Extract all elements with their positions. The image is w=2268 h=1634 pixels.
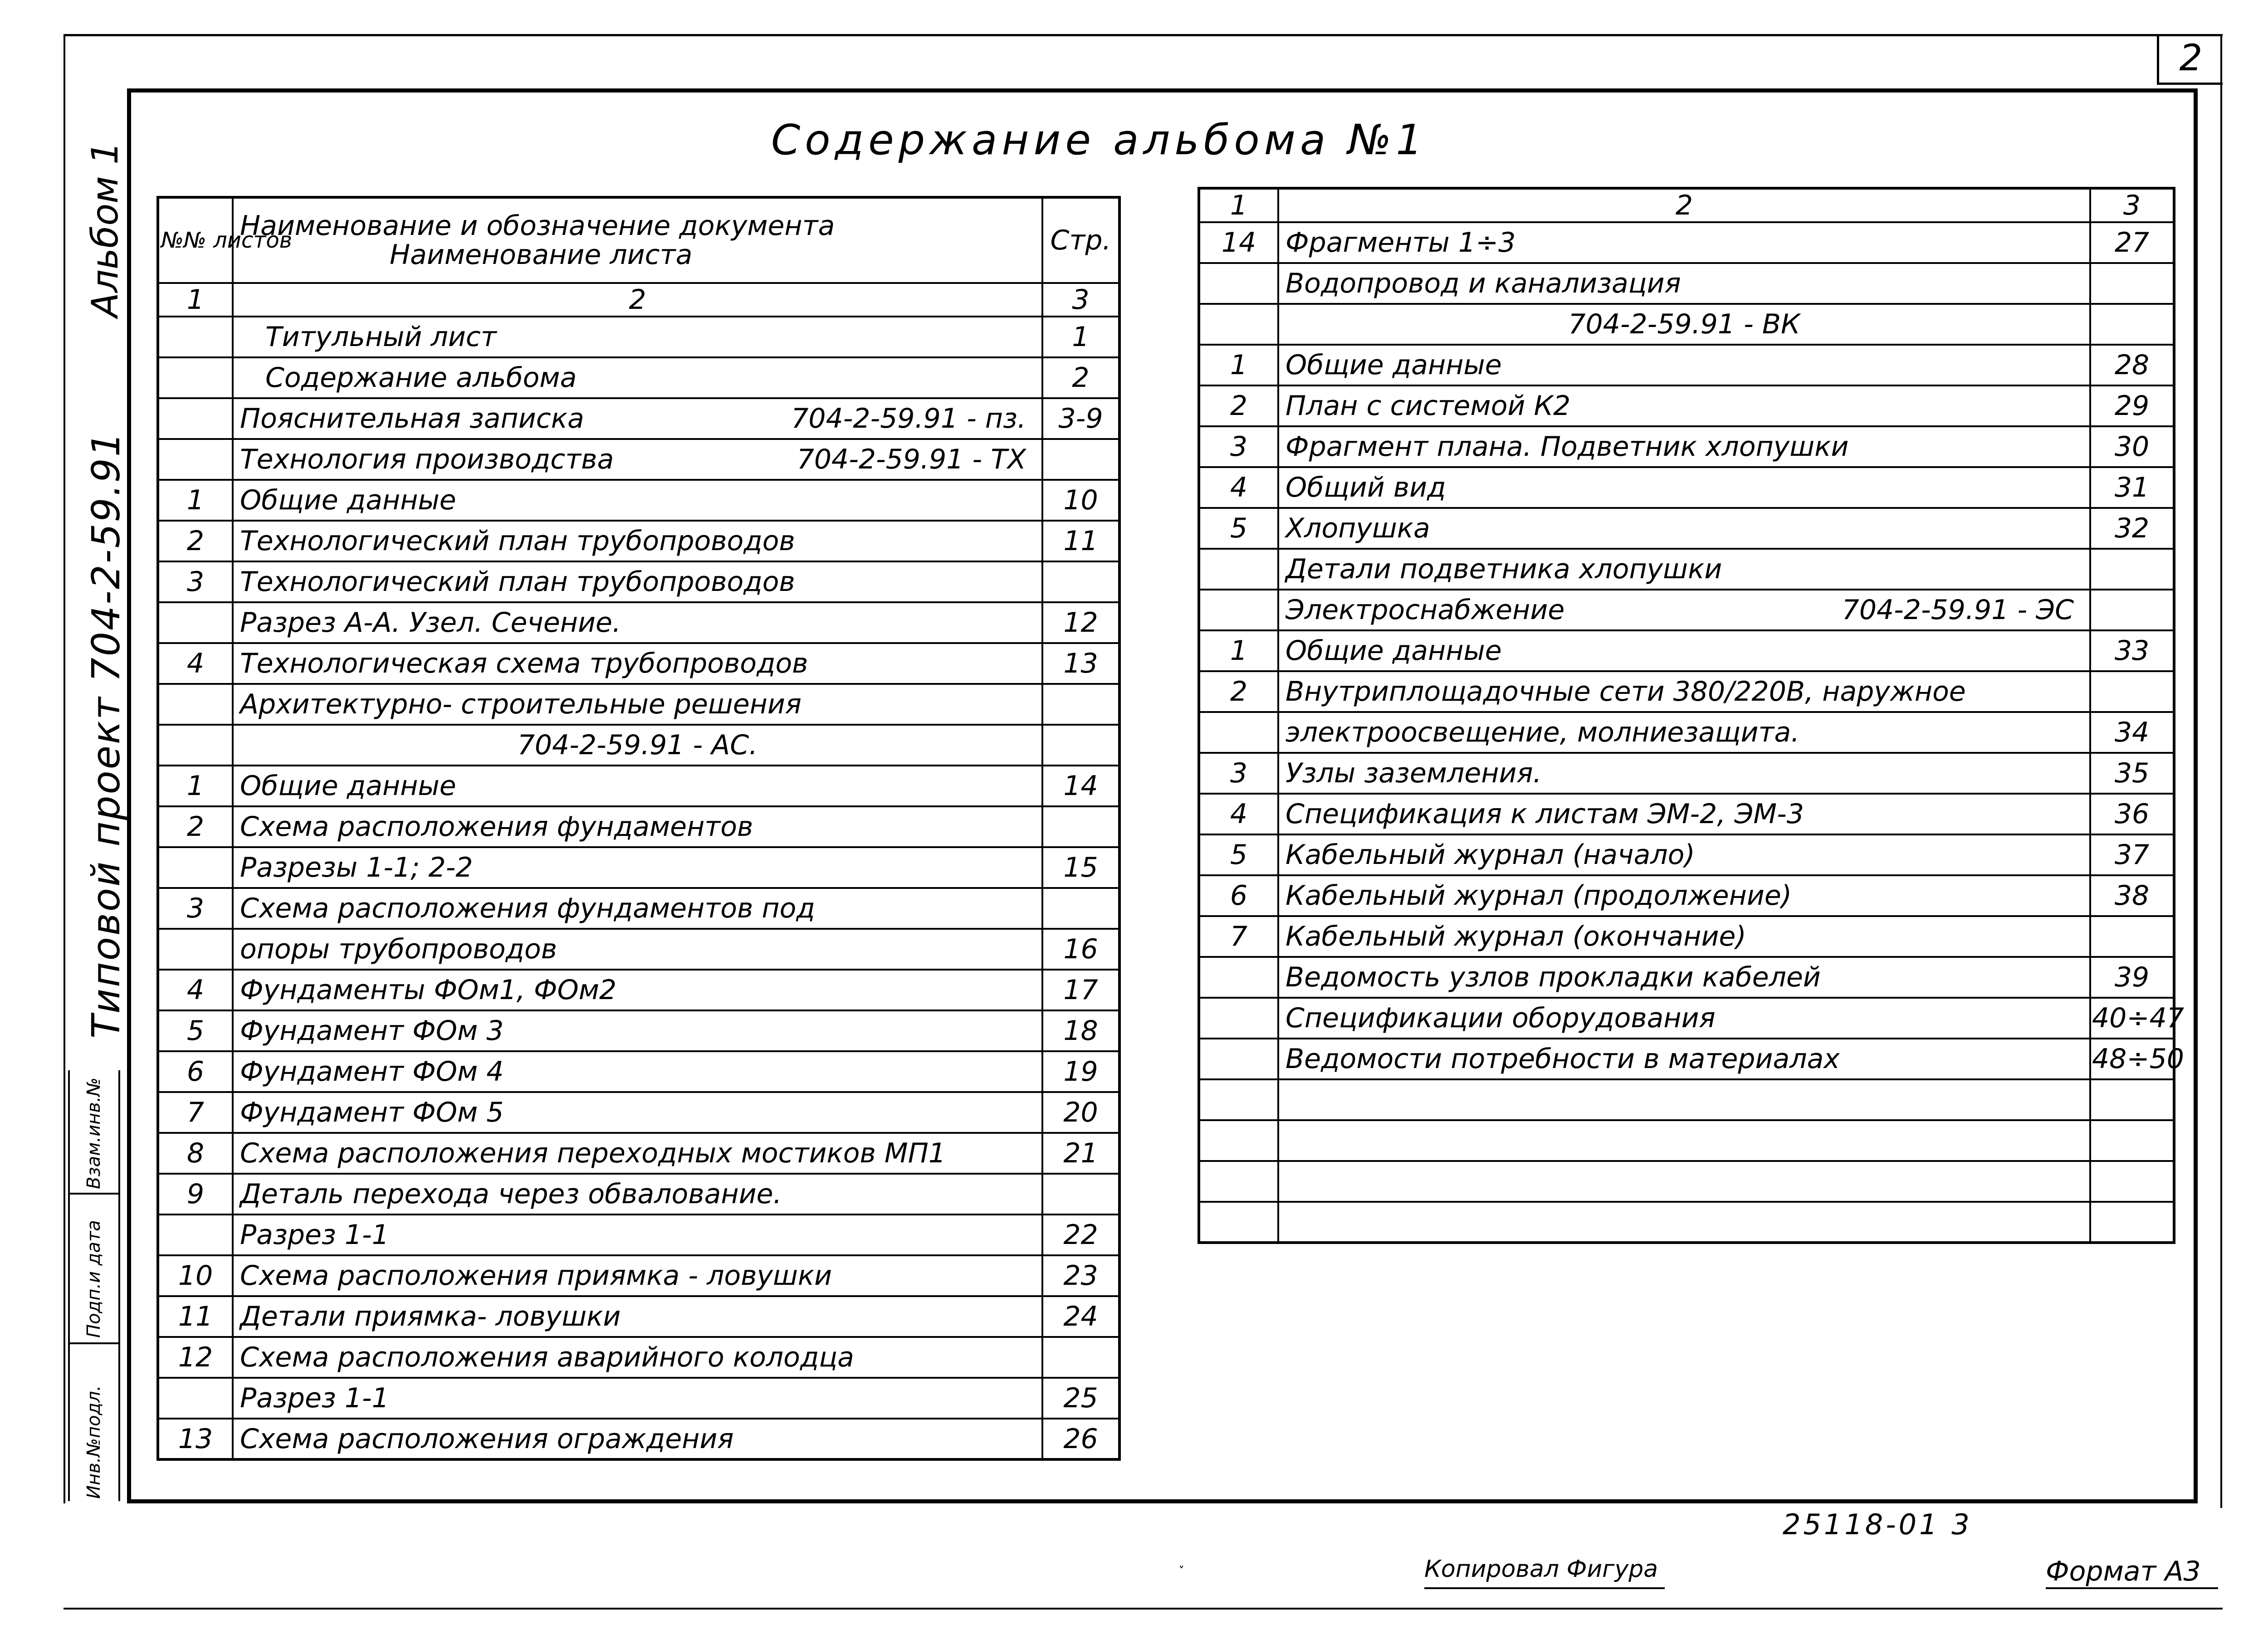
table-row	[158, 398, 1119, 439]
sheet-name: Схема расположения переходных мостиков МП1	[240, 1137, 946, 1169]
sheet-num-cell: 3	[158, 561, 233, 602]
sheet-num-cell	[1199, 1120, 1278, 1161]
sheet-num-cell: 2	[158, 521, 233, 561]
format-underline	[2046, 1587, 2218, 1589]
table-row	[158, 725, 1119, 766]
sheet-name: План с системой К2	[1286, 390, 1571, 422]
sheet-name-cell	[233, 1296, 1042, 1337]
sheet-name-cell	[233, 1051, 1042, 1092]
sheet-num-cell	[158, 317, 233, 357]
page-cell: 27	[2090, 222, 2174, 263]
sheet-name: Пояснительная записка	[240, 403, 584, 434]
colnum: 2	[1278, 188, 2090, 222]
page-cell	[1042, 684, 1119, 725]
table-row	[158, 1337, 1119, 1378]
page-cell	[1042, 439, 1119, 480]
page-cell: 19	[1042, 1051, 1119, 1092]
table-row	[1199, 590, 2174, 630]
sheet-name: Общие данные	[1286, 635, 1502, 667]
sheet-name-cell	[1278, 590, 2090, 630]
stray-mark: ˯	[1179, 1549, 1186, 1570]
sheet-name: Ведомость узлов прокладки кабелей	[1286, 961, 1821, 993]
sheet-num-cell: 5	[158, 1010, 233, 1051]
sheet-name-cell	[1278, 998, 2090, 1039]
sheet-num-cell: 1	[158, 766, 233, 806]
sheet-num-cell: 14	[1199, 222, 1278, 263]
sheet-name-cell	[1278, 263, 2090, 304]
sheet-num-cell	[158, 398, 233, 439]
page-cell: 1	[1042, 317, 1119, 357]
sheet-name-cell	[1278, 794, 2090, 834]
table-row	[158, 1133, 1119, 1174]
sheet-num-cell: 1	[158, 480, 233, 521]
sheet-num-cell	[158, 847, 233, 888]
top-border-line	[64, 34, 2223, 36]
colnum: 2	[233, 283, 1042, 317]
sheet-name-cell	[233, 1255, 1042, 1296]
sheet-name: Фундаменты ФОм1, ФОм2	[240, 974, 617, 1006]
sheet-name: Разрезы 1-1; 2-2	[240, 852, 473, 883]
sheet-name: электроосвещение, молниезащита.	[1286, 717, 1800, 748]
sheet-num-cell: 6	[158, 1051, 233, 1092]
table-row	[158, 847, 1119, 888]
copied-by: Копировал Фигура	[1424, 1556, 1658, 1583]
table-row	[158, 521, 1119, 561]
sheet-num-cell: 7	[1199, 916, 1278, 957]
copied-underline	[1424, 1587, 1665, 1589]
header-name: Наименование и обозначение документа Наименование листа	[233, 197, 1042, 283]
page-cell	[2090, 549, 2174, 590]
sheet-num-cell	[158, 725, 233, 766]
sheet-name-cell	[1278, 467, 2090, 508]
colnum: 3	[1042, 283, 1119, 317]
sheet-num-cell	[1199, 263, 1278, 304]
sheet-name-cell	[233, 561, 1042, 602]
sheet-name: Разрез 1-1	[240, 1219, 389, 1251]
page-cell: 22	[1042, 1215, 1119, 1255]
page-cell	[1042, 806, 1119, 847]
sheet-name-cell	[233, 888, 1042, 929]
sheet-name-cell	[1278, 916, 2090, 957]
sheet-name-cell	[1278, 549, 2090, 590]
page-cell: 32	[2090, 508, 2174, 549]
sheet-name-cell	[1278, 1202, 2090, 1243]
table-row	[1199, 304, 2174, 345]
sheet-num-cell	[158, 439, 233, 480]
table-row	[1199, 345, 2174, 385]
document-number: 25118-01 3	[1783, 1508, 1972, 1541]
document-code: 704-2-59.91 - ЭС	[1842, 594, 2074, 626]
sheet-name: Общие данные	[240, 484, 456, 516]
project-label: Типовой проект 704-2-59.91	[84, 431, 129, 1039]
page-cell: 23	[1042, 1255, 1119, 1296]
page-cell	[1042, 561, 1119, 602]
sheet-num-cell	[1199, 590, 1278, 630]
sheet-num-cell: 4	[158, 643, 233, 684]
stamp-column	[68, 1070, 120, 1501]
stamp-divider	[70, 1342, 120, 1344]
sheet-name-cell	[233, 1092, 1042, 1133]
page-cell: 11	[1042, 521, 1119, 561]
page-cell: 15	[1042, 847, 1119, 888]
sheet-name-cell	[1278, 1161, 2090, 1202]
sheet-num-cell	[1199, 957, 1278, 998]
sheet-num-cell: 2	[1199, 671, 1278, 712]
sheet-name-cell	[233, 602, 1042, 643]
sheet-num-cell: 4	[1199, 467, 1278, 508]
page-cell: 48÷50	[2090, 1039, 2174, 1079]
table-row	[1199, 671, 2174, 712]
sheet-num-cell	[158, 1215, 233, 1255]
sheet-num-cell: 13	[158, 1419, 233, 1459]
sheet-name-cell	[233, 806, 1042, 847]
sheet-name: Фрагменты 1÷3	[1286, 227, 1516, 259]
sheet-num-cell: 2	[1199, 385, 1278, 426]
sheet-name: Разрез 1-1	[240, 1382, 389, 1414]
sheet-name: Общий вид	[1286, 472, 1446, 503]
column-number-row	[158, 283, 1119, 317]
colnum: 1	[158, 283, 233, 317]
sheet-name-cell	[1278, 385, 2090, 426]
sheet-num-cell	[1199, 998, 1278, 1039]
sheet-num-cell	[158, 602, 233, 643]
sheet-name-cell	[233, 929, 1042, 970]
sheet-name-cell	[233, 480, 1042, 521]
column-number-row	[1199, 188, 2174, 222]
page-cell: 38	[2090, 875, 2174, 916]
sheet-num-cell	[1199, 1079, 1278, 1120]
colnum: 1	[1199, 188, 1278, 222]
page-cell: 24	[1042, 1296, 1119, 1337]
sheet-name: Узлы заземления.	[1286, 757, 1542, 789]
table-row	[1199, 385, 2174, 426]
sheet-name-cell	[233, 725, 1042, 766]
page-cell: 18	[1042, 1010, 1119, 1051]
table-row	[158, 561, 1119, 602]
contents-table-right	[1198, 187, 2184, 1244]
page-cell: 30	[2090, 426, 2174, 467]
sheet-name: Схема расположения аварийного колодца	[240, 1341, 854, 1373]
page-cell: 39	[2090, 957, 2174, 998]
sheet-name: опоры трубопроводов	[240, 933, 557, 965]
sheet-num-cell: 12	[158, 1337, 233, 1378]
sheet-name: Архитектурно- строительные решения	[240, 688, 802, 720]
table-row	[1199, 549, 2174, 590]
sheet-name: Содержание альбома	[265, 362, 577, 394]
sheet-num-cell: 8	[158, 1133, 233, 1174]
sheet-name-cell	[1278, 345, 2090, 385]
sheet-name-cell	[233, 1133, 1042, 1174]
table-row	[1199, 916, 2174, 957]
page-cell	[2090, 1202, 2174, 1243]
sheet-name-cell	[1278, 875, 2090, 916]
page-cell: 35	[2090, 753, 2174, 794]
sheet-name-cell	[1278, 222, 2090, 263]
page-cell	[1042, 725, 1119, 766]
page-cell	[2090, 1079, 2174, 1120]
table-row	[158, 1255, 1119, 1296]
table-row	[1199, 957, 2174, 998]
sheet-num-cell	[1199, 549, 1278, 590]
sheet-num-cell	[158, 1378, 233, 1419]
sheet-num-cell	[1199, 1039, 1278, 1079]
sheet-name-cell	[233, 643, 1042, 684]
sheet-name-cell	[233, 1010, 1042, 1051]
sheet-num-cell: 1	[1199, 630, 1278, 671]
sheet-name-cell	[233, 1378, 1042, 1419]
sheet-name-cell	[1278, 1039, 2090, 1079]
sheet-name: Кабельный журнал (окончание)	[1286, 921, 1746, 952]
bottom-border-line	[64, 1608, 2223, 1610]
sheet-name-cell	[233, 357, 1042, 398]
table-row	[158, 1378, 1119, 1419]
sheet-name-cell	[1278, 1120, 2090, 1161]
stamp-label-replace: Взам.инв.№	[83, 1077, 104, 1189]
sheet-name: Схема расположения фундаментов	[240, 811, 753, 843]
sheet-number: 2	[2157, 34, 2223, 85]
page-cell: 17	[1042, 970, 1119, 1010]
table-row	[158, 643, 1119, 684]
sheet-name: Фундамент ФОм 5	[240, 1097, 504, 1128]
page-cell: 34	[2090, 712, 2174, 753]
sheet-name-cell	[233, 847, 1042, 888]
sheet-num-cell	[1199, 1202, 1278, 1243]
sheet-name-cell	[233, 521, 1042, 561]
document-code: 704-2-59.91 - ТХ	[797, 444, 1026, 475]
document-code: 704-2-59.91 - пз.	[791, 403, 1026, 434]
sheet-name-cell	[1278, 671, 2090, 712]
page-cell: 16	[1042, 929, 1119, 970]
table-row	[1199, 222, 2174, 263]
table-row	[158, 888, 1119, 929]
table-row	[158, 929, 1119, 970]
right-border-line	[2220, 34, 2222, 1508]
page-cell	[1042, 888, 1119, 929]
sheet-name-cell	[1278, 508, 2090, 549]
sheet-name-cell	[233, 1215, 1042, 1255]
sheet-name: Схема расположения ограждения	[240, 1423, 734, 1455]
table-row	[158, 806, 1119, 847]
page-cell: 28	[2090, 345, 2174, 385]
page-cell: 2	[1042, 357, 1119, 398]
sheet-name-cell	[233, 1174, 1042, 1215]
page-cell	[2090, 1120, 2174, 1161]
sheet-name-cell	[1278, 1079, 2090, 1120]
sheet-name-cell	[1278, 304, 2090, 345]
sheet-name: Технологический план трубопроводов	[240, 525, 795, 557]
sheet-num-cell: 4	[158, 970, 233, 1010]
sheet-name-cell	[1278, 426, 2090, 467]
page-cell: 40÷47	[2090, 998, 2174, 1039]
table-row	[1199, 1161, 2174, 1202]
table-row	[158, 439, 1119, 480]
table-row	[158, 970, 1119, 1010]
table-row	[1199, 794, 2174, 834]
sheet-name: Внутриплощадочные сети 380/220В, наружное	[1286, 676, 1966, 707]
page-cell: 13	[1042, 643, 1119, 684]
page-cell: 29	[2090, 385, 2174, 426]
page-cell	[2090, 590, 2174, 630]
sheet-name-cell	[233, 1419, 1042, 1459]
page-cell: 25	[1042, 1378, 1119, 1419]
page-cell	[2090, 671, 2174, 712]
sheet-num-cell	[1199, 304, 1278, 345]
page-cell	[1042, 1174, 1119, 1215]
sheet-name: Технология производства	[240, 444, 614, 475]
colnum: 3	[2090, 188, 2174, 222]
sheet-name: Фундамент ФОм 3	[240, 1015, 504, 1047]
sheet-name: Спецификация к листам ЭМ-2, ЭМ-3	[1286, 798, 1804, 830]
sheet-name: Ведомости потребности в материалах	[1286, 1043, 1840, 1075]
page-cell: 3-9	[1042, 398, 1119, 439]
table-row	[1199, 753, 2174, 794]
sheet-num-cell	[1199, 1161, 1278, 1202]
stamp-divider	[70, 1193, 120, 1195]
sheet-name: Кабельный журнал (начало)	[1286, 839, 1695, 871]
sheet-num-cell: 4	[1199, 794, 1278, 834]
sheet-name: Технологическая схема трубопроводов	[240, 648, 808, 679]
sheet-name: Фундамент ФОм 4	[240, 1056, 504, 1088]
table-row	[1199, 998, 2174, 1039]
table-row	[1199, 1120, 2174, 1161]
sheet-name-cell	[1278, 630, 2090, 671]
sheet-name: Хлопушка	[1286, 512, 1430, 544]
table-row	[1199, 834, 2174, 875]
album-label: Альбом 1	[84, 141, 126, 317]
sheet-name: Детали приямка- ловушки	[240, 1301, 621, 1332]
table-header-row	[158, 197, 1119, 283]
table-row	[1199, 875, 2174, 916]
page-cell: 31	[2090, 467, 2174, 508]
table-row	[158, 1010, 1119, 1051]
table-row	[158, 1296, 1119, 1337]
sheet-name: Водопровод и канализация	[1286, 268, 1681, 299]
sheet-num-cell	[1199, 712, 1278, 753]
sheet-name: Деталь перехода через обвалование.	[240, 1178, 782, 1210]
sheet-name: Титульный лист	[265, 321, 497, 353]
sheet-name: Общие данные	[240, 770, 456, 802]
sheet-num-cell	[158, 929, 233, 970]
page-cell: 33	[2090, 630, 2174, 671]
sheet-name: Технологический план трубопроводов	[240, 566, 795, 598]
sheet-num-cell: 1	[1199, 345, 1278, 385]
table-row	[1199, 1079, 2174, 1120]
table-row	[158, 766, 1119, 806]
sheet-num-cell	[158, 684, 233, 725]
sheet-num-cell: 5	[1199, 508, 1278, 549]
sheet-name: Детали подветника хлопушки	[1286, 553, 1722, 585]
table-row	[1199, 630, 2174, 671]
sheet-num-cell: 6	[1199, 875, 1278, 916]
sheet-name: Кабельный журнал (продолжение)	[1286, 880, 1792, 912]
sheet-num-cell: 7	[158, 1092, 233, 1133]
page-cell: 37	[2090, 834, 2174, 875]
sheet-name-cell	[233, 970, 1042, 1010]
left-margin-line	[64, 34, 65, 1503]
sheet-name: 704-2-59.91 - АС.	[517, 729, 758, 761]
table-row	[1199, 712, 2174, 753]
header-page: Стр.	[1042, 197, 1119, 283]
table-row	[1199, 467, 2174, 508]
sheet-num-cell: 5	[1199, 834, 1278, 875]
page-cell	[1042, 1337, 1119, 1378]
page-cell	[2090, 1161, 2174, 1202]
sheet-name-cell	[1278, 957, 2090, 998]
sheet-name-cell	[233, 317, 1042, 357]
format-label: Формат А3	[2046, 1556, 2201, 1587]
page-cell: 14	[1042, 766, 1119, 806]
sheet-name: Электроснабжение	[1286, 594, 1565, 626]
sheet-name-cell	[1278, 753, 2090, 794]
table-row	[158, 1092, 1119, 1133]
table-row	[1199, 426, 2174, 467]
table-row	[158, 1419, 1119, 1459]
sheet-name: Спецификации оборудования	[1286, 1002, 1716, 1034]
contents-table-left	[156, 196, 1121, 1461]
sheet-name-cell	[233, 1337, 1042, 1378]
sheet-num-cell: 3	[158, 888, 233, 929]
sheet-name-cell	[1278, 834, 2090, 875]
sheet-name: Общие данные	[1286, 349, 1502, 381]
sheet-num-cell: 2	[158, 806, 233, 847]
sheet-name: 704-2-59.91 - ВК	[1568, 308, 1800, 340]
page-cell: 12	[1042, 602, 1119, 643]
sheet-num-cell: 3	[1199, 426, 1278, 467]
page-cell: 20	[1042, 1092, 1119, 1133]
table-row	[158, 602, 1119, 643]
page-title: Содержание альбома №1	[771, 116, 1427, 164]
table-row	[1199, 263, 2174, 304]
table-row	[1199, 1039, 2174, 1079]
sheet-num-cell: 9	[158, 1174, 233, 1215]
stamp-label-inv: Инв.№подл.	[83, 1385, 104, 1499]
sheet-name-cell	[233, 398, 1042, 439]
table-row	[1199, 1202, 2174, 1243]
page-cell	[2090, 916, 2174, 957]
sheet-name-cell	[233, 684, 1042, 725]
sheet-name-cell	[1278, 712, 2090, 753]
table-row	[1199, 508, 2174, 549]
sheet-num-cell: 11	[158, 1296, 233, 1337]
page-cell: 36	[2090, 794, 2174, 834]
sheet-num-cell: 10	[158, 1255, 233, 1296]
stamp-label-sign: Подп.и дата	[83, 1220, 104, 1338]
page-cell: 21	[1042, 1133, 1119, 1174]
sheet-name-cell	[233, 439, 1042, 480]
sheet-name: Фрагмент плана. Подветник хлопушки	[1286, 431, 1849, 463]
sheet-name: Схема расположения фундаментов под	[240, 893, 815, 924]
table-row	[158, 357, 1119, 398]
table-row	[158, 480, 1119, 521]
table-row	[158, 1174, 1119, 1215]
page-cell	[2090, 263, 2174, 304]
table-row	[158, 684, 1119, 725]
sheet-name: Разрез А-А. Узел. Сечение.	[240, 607, 621, 639]
table-row	[158, 1051, 1119, 1092]
table-row	[158, 1215, 1119, 1255]
header-num: №№ листов	[158, 197, 233, 283]
table-row	[158, 317, 1119, 357]
sheet-num-cell	[158, 357, 233, 398]
page-cell: 10	[1042, 480, 1119, 521]
page-cell: 26	[1042, 1419, 1119, 1459]
sheet-num-cell: 3	[1199, 753, 1278, 794]
sheet-name: Схема расположения приямка - ловушки	[240, 1260, 832, 1292]
sheet-name-cell	[233, 766, 1042, 806]
page-cell	[2090, 304, 2174, 345]
